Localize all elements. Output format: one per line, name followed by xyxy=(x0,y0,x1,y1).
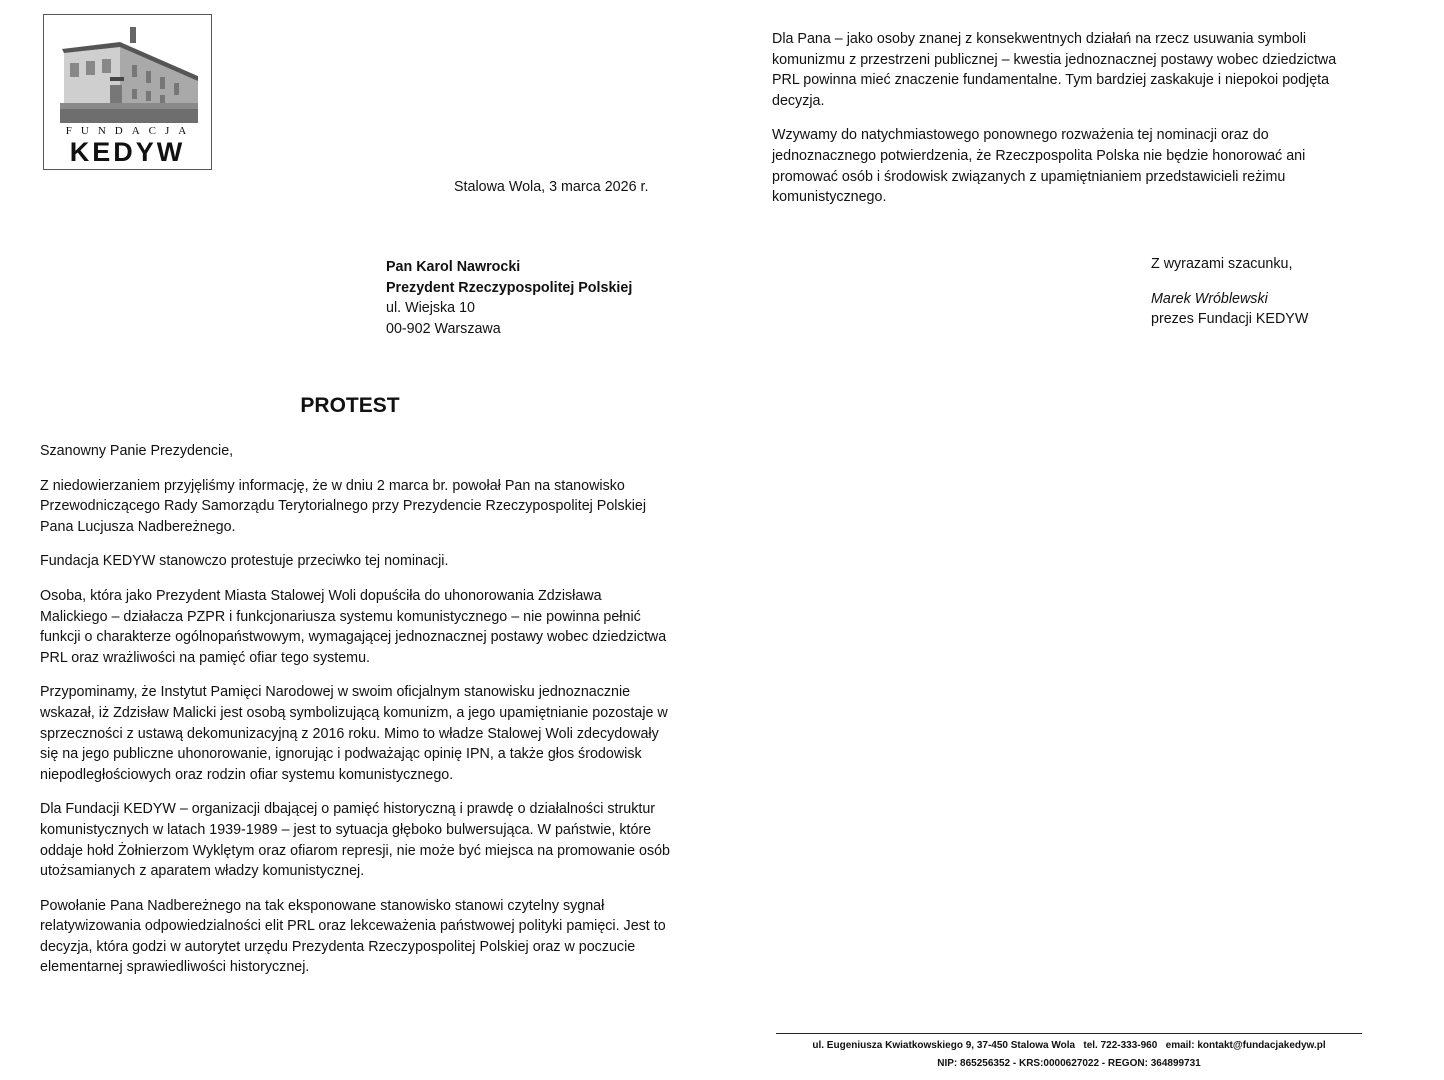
footer-contact: ul. Eugeniusza Kwiatkowskiego 9, 37-450 Stalowa Wola tel. 722-333-960 email: kontakt@fundacjakedyw.pl xyxy=(812,1040,1326,1051)
recipient-street: ul. Wiejska 10 xyxy=(386,300,475,317)
paragraph: Fundacja KEDYW stanowczo protestuje przeciwko tej nominacji. xyxy=(40,553,449,570)
foundation-logo xyxy=(43,14,212,170)
footer-registry: NIP: 865256352 - KRS:0000627022 - REGON: 364899731 xyxy=(937,1058,1201,1069)
place-date: Stalowa Wola, 3 marca 2026 r. xyxy=(454,179,649,195)
recipient-city: 00-902 Warszawa xyxy=(386,320,501,337)
logo-kedyw-text: KEDYW xyxy=(69,137,186,167)
recipient-address xyxy=(386,257,632,339)
paragraph: Dla Fundacji KEDYW – organizacji dbającej o pamięć historyczną i prawdę o działalności struktur komunistycznych w latach 1939-1989 – jest to sytuacja głęboko bulwersująca. W państwie, które oddaje hołd Żołnierzom Wyklętym oraz ofiarom represji, nie może być miejsca na promowanie osób utożsamianych z aparatem władzy komunistycznej. xyxy=(40,801,670,880)
closing-block xyxy=(1151,254,1308,330)
closing-text: Z wyrazami szacunku, xyxy=(1151,256,1293,272)
recipient-title: Prezydent Rzeczypospolitej Polskiej xyxy=(386,279,633,296)
paragraph: Powołanie Pana Nadbereżnego na tak eksponowane stanowisko stanowi czytelny sygnał relatywizowania odpowiedzialności elit PRL oraz lekceważenia państwowej polityki pamięci. Jest to decyzja, która godzi w autorytet urzędu Prezydenta Rzeczypospolitej Polskiej oraz w poczucie elementarnej sprawiedliwości historycznej. xyxy=(40,897,666,976)
letter-body-left xyxy=(40,441,670,992)
letter-body-right xyxy=(772,29,1352,222)
paragraph: Osoba, która jako Prezydent Miasta Stalowej Woli dopuściła do uhonorowania Zdzisława Malickiego – działacza PZPR i funkcjonariusza systemu komunistycznego – nie powinna pełnić funkcji o charakterze ogólnopaństwowym, wymagającej jednoznacznej postawy wobec dziedzictwa PRL oraz wrażliwości na pamięć ofiar tego systemu. xyxy=(40,587,667,666)
paragraph: Dla Pana – jako osoby znanej z konsekwentnych działań na rzecz usuwania symboli komunizmu z przestrzeni publicznej – kwestia jednoznacznej postawy wobec dziedzictwa PRL powinna mieć znaczenie fundamentalne. Tym bardziej zaskakuje i niepokoi podjęta decyzja. xyxy=(772,31,1337,109)
paragraph: Wzywamy do natychmiastowego ponownego rozważenia tej nominacji oraz do jednoznacznego potwierdzenia, że Rzeczpospolita Polska nie będzie honorować ani promować osób i środowisk związanych z upamiętnianiem przedstawicieli reżimu komunistycznego. xyxy=(772,127,1306,206)
signatory-name: Marek Wróblewski xyxy=(1151,290,1268,307)
salutation: Szanowny Panie Prezydencie, xyxy=(40,443,234,459)
footer-divider xyxy=(776,1033,1362,1034)
paragraph: Z niedowierzaniem przyjęliśmy informację, że w dniu 2 marca br. powołał Pan na stanowisko Przewodniczącego Rady Samorządu Terytorialnego przy Prezydencie Rzeczypospolitej Polskiej Pana Lucjusza Nadbereżnego. xyxy=(40,477,647,535)
letter-heading: PROTEST xyxy=(300,394,400,417)
recipient-name: Pan Karol Nawrocki xyxy=(386,259,521,275)
logo-fundacja-text: FUNDACJA xyxy=(65,125,196,137)
paragraph: Przypominamy, że Instytut Pamięci Narodowej w swoim oficjalnym stanowisku jednoznacznie wskazał, iż Zdzisław Malicki jest osobą symbolizującą komunizm, a jego upamiętnianie pozostaje w sprzeczności z ustawą dekomunizacyjną z 2016 roku. Mimo to władze Stalowej Woli zdecydowały się na jego publiczne uhonorowanie, ignorując i podważając opinię IPN, a także głos środowisk niepodległościowych oraz rodzin ofiar systemu komunistycznego. xyxy=(40,684,668,783)
signatory-role: prezes Fundacji KEDYW xyxy=(1151,311,1309,328)
building-photo-icon xyxy=(60,27,198,123)
